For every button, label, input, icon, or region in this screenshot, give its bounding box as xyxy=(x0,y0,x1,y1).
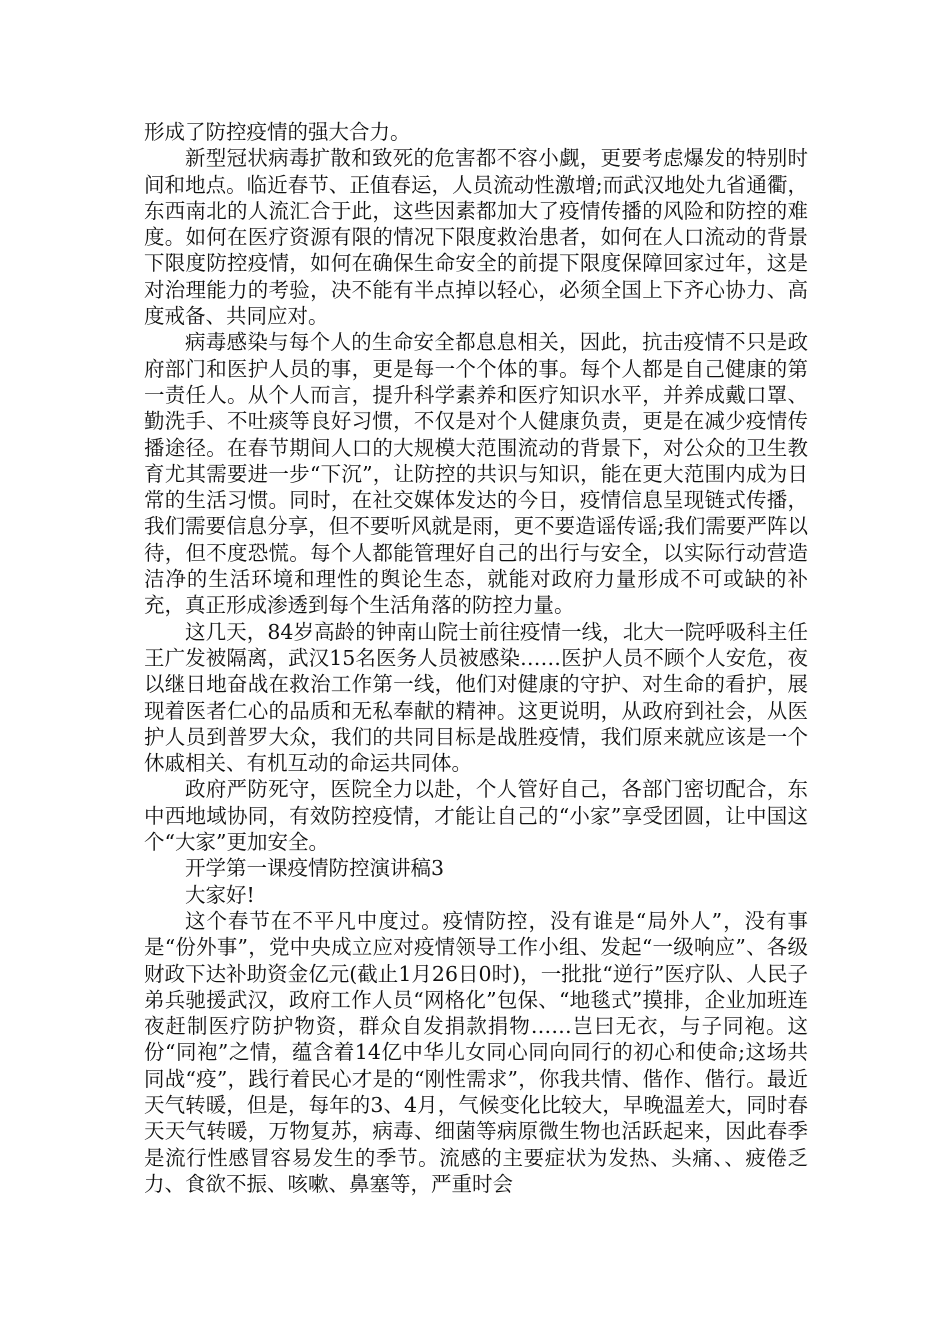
paragraph-6: 这个春节在不平凡中度过。疫情防控，没有谁是“局外人”，没有事是“份外事”，党中央成立应对疫情领导工作小组、发起“一级响应”、各级财政下达补助资金亿元(截止1月26日0时)，一批批“逆行”医疗队、人民子弟兵驰援武汉，政府工作人员“网格化”包保、“地毯式”摸排，企业加班连夜赶制医疗防护物资，群众自发捐款捐物……岂曰无衣，与子同袍。这份“同袍”之情，蕴含着14亿中华儿女同心同向同行的初心和使命;这场共同战“疫”，践行着民心才是的“刚性需求”，你我共情、偕作、偕行。最近天气转暖，但是，每年的3、4月，气候变化比较大，早晚温差大，同时春天天气转暖，万物复苏，病毒、细菌等病原微生物也活跃起来，因此春季是流行性感冒容易发生的季节。流感的主要症状为发热、头痛、、疲倦乏力、食欲不振、咳嗽、鼻塞等，严重时会 xyxy=(144,908,808,1196)
paragraph-5: 政府严防死守，医院全力以赴，个人管好自己，各部门密切配合，东中西地域协同，有效防控疫情，才能让自己的“小家”享受团圆，让中国这个“大家”更加安全。 xyxy=(144,777,808,855)
section-heading: 开学第一课疫情防控演讲稿3 xyxy=(185,856,445,881)
paragraph-1: 形成了防控疫情的强大合力。 xyxy=(144,120,411,144)
paragraph-4: 这几天，84岁高龄的钟南山院士前往疫情一线，北大一院呼吸科主任王广发被隔离，武汉15名医务人员被感染……医护人员不顾个人安危，夜以继日地奋战在救治工作第一线，他们对健康的守护、对生命的看护，展现着医者仁心的品质和无私奉献的精神。这更说明，从政府到社会，从医护人员到普罗大众，我们的共同目标是战胜疫情，我们原来就应该是一个休戚相关、有机互动的命运共同体。 xyxy=(144,619,808,776)
paragraph-3: 病毒感染与每个人的生命安全都息息相关，因此，抗击疫情不只是政府部门和医护人员的事，更是每一个个体的事。每个人都是自己健康的第一责任人。从个人而言，提升科学素养和医疗知识水平，并养成戴口罩、勤洗手、不吐痰等良好习惯，不仅是对个人健康负责，更是在减少疫情传播途径。在春节期间人口的大规模大范围流动的背景下，对公众的卫生教育尤其需要进一步“下沉”，让防控的共识与知识，能在更大范围内成为日常的生活习惯。同时，在社交媒体发达的今日，疫情信息呈现链式传播，我们需要信息分享，但不要听风就是雨，更不要造谣传谣;我们需要严阵以待，但不度恐慌。每个人都能管理好自己的出行与安全，以实际行动营造洁净的生活环境和理性的舆论生态，就能对政府力量形成不可或缺的补充，真正形成渗透到每个生活角落的防控力量。 xyxy=(144,330,808,618)
document-page xyxy=(144,119,808,1197)
greeting: 大家好! xyxy=(185,882,255,907)
paragraph-2: 新型冠状病毒扩散和致死的危害都不容小觑，更要考虑爆发的特别时间和地点。临近春节、正值春运，人员流动性激增;而武汉地处九省通衢，东西南北的人流汇合于此，这些因素都加大了疫情传播的风险和防控的难度。如何在医疗资源有限的情况下限度救治患者，如何在人口流动的背景下限度防控疫情，如何在确保生命安全的前提下限度保障回家过年，这是对治理能力的考验，决不能有半点掉以轻心，必须全国上下齐心协力、高度戒备、共同应对。 xyxy=(144,146,808,329)
